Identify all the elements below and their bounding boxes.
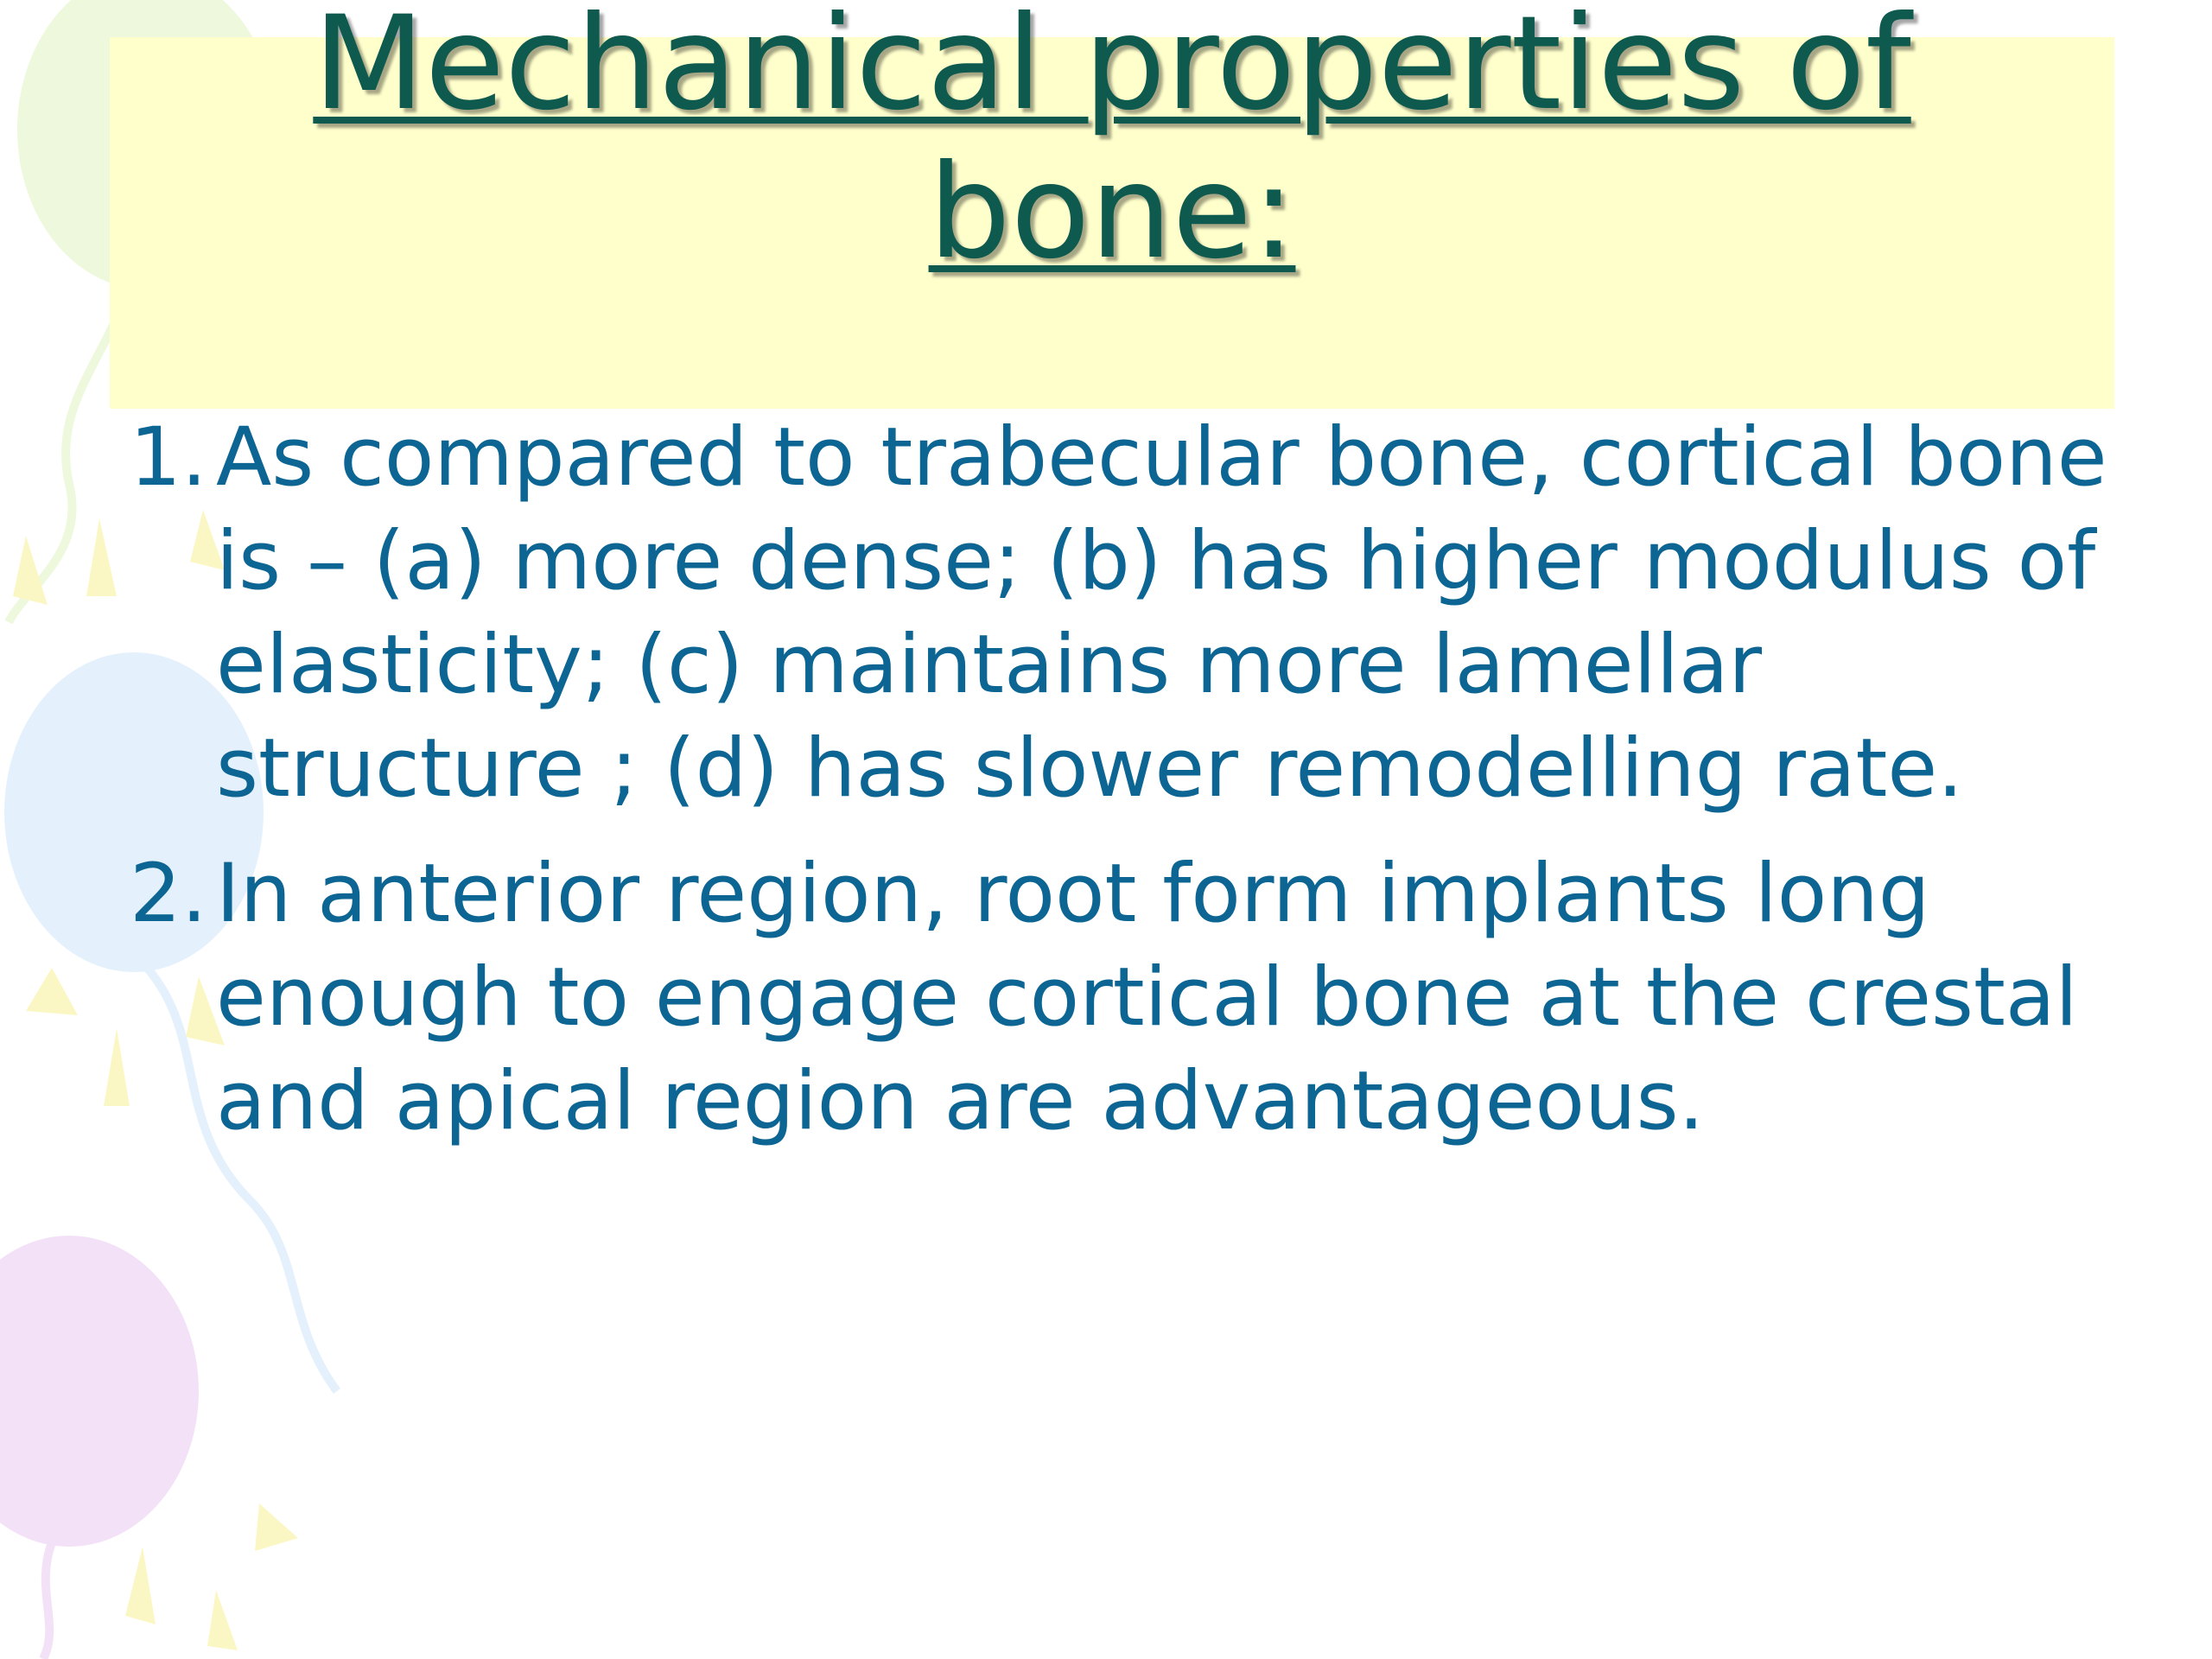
list-item bbox=[130, 406, 2134, 821]
purple-balloon-string bbox=[43, 1542, 52, 1659]
purple-balloon-shape bbox=[0, 1236, 199, 1547]
confetti-piece bbox=[207, 1590, 238, 1650]
confetti-piece bbox=[104, 1028, 130, 1106]
list-item-text: In anterior region, root form implants long enough to engage cortical bone at the crestal and apical region are advantageous. bbox=[216, 847, 2078, 1148]
list-item bbox=[130, 842, 2134, 1154]
confetti-piece bbox=[125, 1547, 156, 1624]
confetti-piece bbox=[13, 536, 48, 605]
list-item-number: 2. bbox=[130, 847, 207, 941]
confetti-piece bbox=[255, 1503, 298, 1551]
slide-title: Mechanical properties of bone: bbox=[313, 0, 1911, 288]
list-item-text: As compared to trabecular bone, cortical bone is – (a) more dense; (b) has higher modulus of elasticity; (c) maintains more lamellar structure ; (d) has slower remodelling rate. bbox=[216, 410, 2107, 816]
confetti-piece bbox=[86, 518, 117, 596]
list-item-number: 1. bbox=[130, 410, 207, 505]
confetti-piece bbox=[26, 968, 78, 1015]
slide-body-list bbox=[130, 406, 2134, 1154]
